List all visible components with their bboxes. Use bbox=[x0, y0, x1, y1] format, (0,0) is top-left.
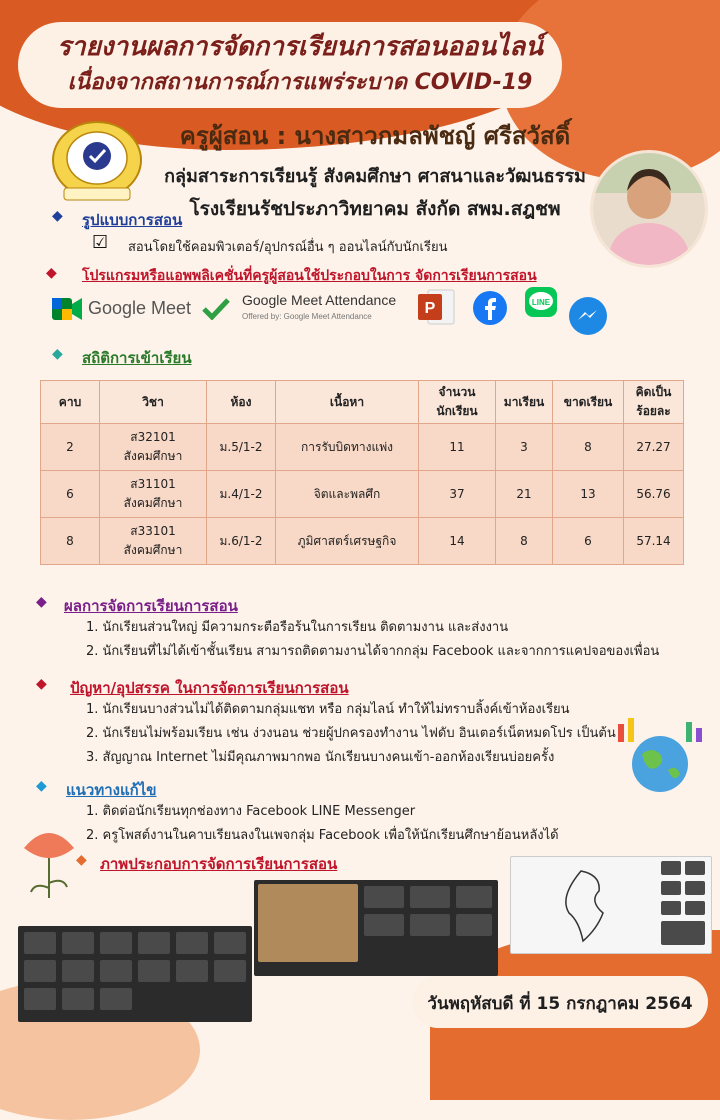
report-date: วันพฤหัสบดี ที่ 15 กรกฎาคม 2564 bbox=[427, 994, 693, 1014]
period-cell: 6 bbox=[41, 471, 100, 518]
subject-cell: ส33101 สังคมศึกษา bbox=[100, 518, 207, 565]
problems-heading: ปัญหา/อุปสรรค ในการจัดการเรียนการสอน bbox=[70, 679, 349, 697]
period-cell: 8 bbox=[41, 518, 100, 565]
column-header: จำนวนนักเรียน bbox=[419, 381, 496, 424]
room-cell: ม.6/1-2 bbox=[207, 518, 276, 565]
table-row bbox=[41, 518, 684, 565]
list-item: 1. นักเรียนส่วนใหญ่ มีความกระตือรือร้นในการเรียน ติดตามงาน และส่งงาน bbox=[86, 620, 509, 635]
attendance-app-title: Google Meet Attendance bbox=[242, 292, 397, 308]
content-cell: จิตและพลศึก bbox=[276, 471, 419, 518]
column-header: วิชา bbox=[100, 381, 207, 424]
present-cell: 21 bbox=[496, 471, 553, 518]
room-cell: ม.5/1-2 bbox=[207, 424, 276, 471]
list-item: 2. นักเรียนที่ไม่ได้เข้าชั้นเรียน สามารถติดตามงานได้จากกลุ่ม Facebook และจากการแคปจอของเพื่อน bbox=[86, 644, 660, 659]
attendance-heading: สถิติการเข้าเรียน bbox=[82, 349, 192, 367]
list-item: 3. สัญญาณ Internet ไม่มีคุณภาพมากพอ นักเรียนบางคนเข้า-ออกห้องเรียนบ่อยครั้ง bbox=[86, 750, 555, 765]
problems-list bbox=[86, 698, 616, 770]
teaching-format-heading: รูปแบบการสอน bbox=[82, 211, 183, 229]
bullet-diamond-icon: ◆ bbox=[36, 594, 47, 610]
google-meet-icon bbox=[52, 296, 82, 322]
column-header: มาเรียน bbox=[496, 381, 553, 424]
students-cell: 11 bbox=[419, 424, 496, 471]
table-row bbox=[41, 471, 684, 518]
column-header: ห้อง bbox=[207, 381, 276, 424]
column-header: คาบ bbox=[41, 381, 100, 424]
report-subtitle: เนื่องจากสถานการณ์การแพร่ระบาด COVID-19 bbox=[67, 70, 533, 95]
present-cell: 3 bbox=[496, 424, 553, 471]
powerpoint-icon bbox=[418, 288, 456, 326]
google-meet-label: Google Meet bbox=[88, 298, 192, 318]
list-item: 1. ติดต่อนักเรียนทุกช่องทาง Facebook LINE Messenger bbox=[86, 804, 416, 819]
subject-cell: ส32101 สังคมศึกษา bbox=[100, 424, 207, 471]
bullet-diamond-icon: ◆ bbox=[36, 778, 47, 794]
bullet-diamond-icon: ◆ bbox=[52, 346, 63, 362]
apps-row bbox=[52, 286, 612, 338]
photos-heading: ภาพประกอบการจัดการเรียนการสอน bbox=[100, 855, 338, 873]
column-header: คิดเป็นร้อยละ bbox=[624, 381, 684, 424]
apps-heading: โปรแกรมหรือแอพพลิเคชั่นที่ครูผู้สอนใช้ประกอบในการ จัดการเรียนการสอน bbox=[82, 268, 537, 284]
column-header: เนื้อหา bbox=[276, 381, 419, 424]
percent-cell: 57.14 bbox=[624, 518, 684, 565]
globe-icon bbox=[612, 714, 708, 798]
teacher-info bbox=[160, 116, 590, 224]
report-title: รายงานผลการจัดการเรียนการสอนออนไลน์ bbox=[57, 32, 543, 62]
percent-cell: 56.76 bbox=[624, 471, 684, 518]
person-photo-icon bbox=[593, 153, 705, 265]
flower-icon bbox=[14, 828, 84, 908]
table-header-row bbox=[41, 381, 684, 424]
subject-cell: ส31101 สังคมศึกษา bbox=[100, 471, 207, 518]
column-header: ขาดเรียน bbox=[553, 381, 624, 424]
checkbox-icon: ☑ bbox=[92, 232, 109, 253]
absent-cell: 13 bbox=[553, 471, 624, 518]
percent-cell: 27.27 bbox=[624, 424, 684, 471]
students-cell: 14 bbox=[419, 518, 496, 565]
present-cell: 8 bbox=[496, 518, 553, 565]
list-item: 1. นักเรียนบางส่วนไม่ได้ติดตามกลุ่มแชท หรือ กลุ่มไลน์ ทำให้ไม่ทราบลิ้งค์เข้าห้องเรียน bbox=[86, 702, 570, 717]
meeting-screenshot bbox=[510, 856, 712, 954]
solutions-heading: แนวทางแก้ไข bbox=[66, 781, 157, 799]
line-icon bbox=[524, 286, 558, 318]
absent-cell: 6 bbox=[553, 518, 624, 565]
content-cell: การรับบิดทางแพ่ง bbox=[276, 424, 419, 471]
teacher-name: ครูผู้สอน : นางสาวกมลพัชญ์ ศรีสวัสดิ์ bbox=[179, 122, 571, 150]
meeting-screenshot bbox=[254, 880, 498, 976]
content-cell: ภูมิศาสตร์เศรษฐกิจ bbox=[276, 518, 419, 565]
room-cell: ม.4/1-2 bbox=[207, 471, 276, 518]
school-name: โรงเรียนรัชประภาวิทยาคม สังกัด สพม.สฎชพ bbox=[189, 198, 561, 220]
school-logo bbox=[48, 120, 146, 204]
department-name: กลุ่มสาระการเรียนรู้ สังคมศึกษา ศาสนาและวัฒนธรรม bbox=[164, 166, 586, 187]
attendance-app-subtitle: Offered by: Google Meet Attendance bbox=[242, 312, 372, 321]
teacher-photo bbox=[590, 150, 708, 268]
list-item: 2. ครูโพสต์งานในคาบเรียนลงในเพจกลุ่ม Facebook เพื่อให้นักเรียนศึกษาย้อนหลังได้ bbox=[86, 828, 559, 843]
period-cell: 2 bbox=[41, 424, 100, 471]
bullet-diamond-icon: ◆ bbox=[36, 676, 47, 692]
bullet-diamond-icon: ◆ bbox=[76, 852, 87, 868]
results-list bbox=[86, 616, 659, 664]
results-heading: ผลการจัดการเรียนการสอน bbox=[64, 597, 238, 615]
facebook-icon bbox=[472, 290, 508, 326]
list-item: 2. นักเรียนไม่พร้อมเรียน เช่น ง่วงนอน ช่วยผู้ปกครองทำงาน ไฟดับ อินเตอร์เน็ตหมดโปร เป็นต้น bbox=[86, 726, 616, 741]
bullet-diamond-icon: ◆ bbox=[46, 265, 57, 281]
svg-text:P: P bbox=[424, 300, 436, 317]
students-cell: 37 bbox=[419, 471, 496, 518]
line-icon-label: LINE bbox=[531, 298, 551, 307]
solutions-list bbox=[86, 800, 559, 848]
absent-cell: 8 bbox=[553, 424, 624, 471]
teaching-format-item: สอนโดยใช้คอมพิวเตอร์/อุปกรณ์อื่น ๆ ออนไลน์กับนักเรียน bbox=[128, 240, 448, 255]
map-drawing-icon bbox=[521, 865, 661, 945]
meeting-screenshot bbox=[18, 926, 252, 1022]
attendance-table bbox=[40, 380, 684, 565]
checkmark-icon bbox=[202, 298, 230, 320]
messenger-icon bbox=[568, 296, 608, 336]
table-row bbox=[41, 424, 684, 471]
bullet-diamond-icon: ◆ bbox=[52, 208, 63, 224]
